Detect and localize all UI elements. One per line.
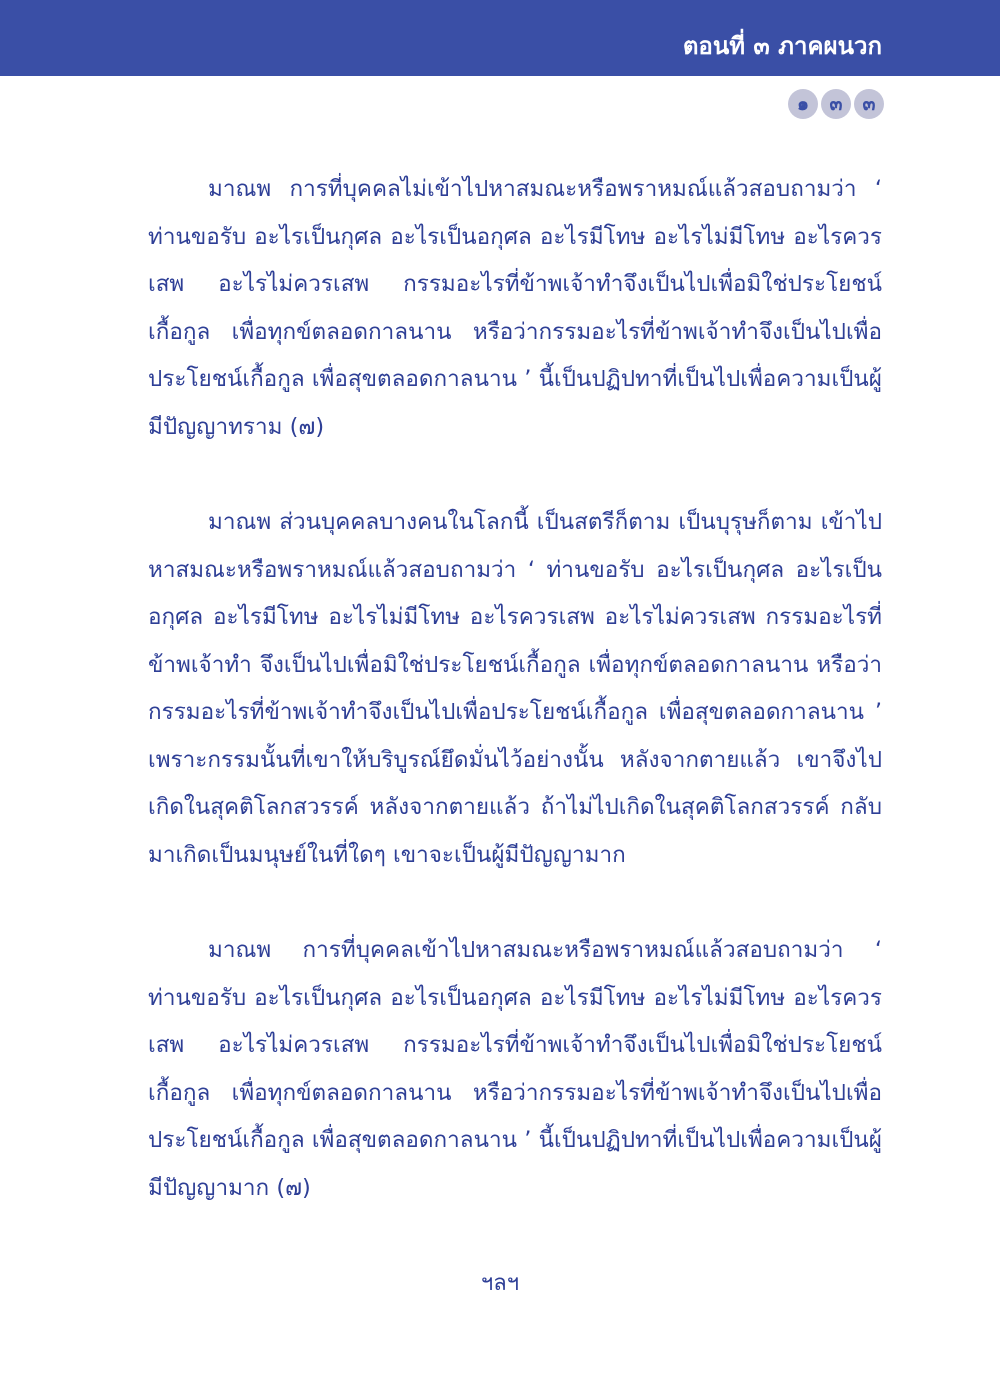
body-text bbox=[148, 166, 882, 1260]
ellipsis-marker: ฯลฯ bbox=[480, 1271, 520, 1296]
page-number-digit: ๓ bbox=[854, 89, 884, 119]
chapter-title: ตอนที่ ๓ ภาคผนวก bbox=[682, 32, 882, 60]
paragraph-3: มาณพ การที่บุคคลเข้าไปหาสมณะหรือพราหมณ์แล้วสอบถามว่า ‘ ท่านขอรับ อะไรเป็นกุศล อะไรเป็นอกุศล อะไรมีโทษ อะไรไม่มีโทษ อะไรควรเสพ อะไรไม่ควรเสพ กรรมอะไรที่ข้าพเจ้าทำจึงเป็นไปเพื่อมิใช่ประโยชน์เกื้อกูล เพื่อทุกข์ตลอดกาลนาน หรือว่ากรรมอะไรที่ข้าพเจ้าทำจึงเป็นไปเพื่อประโยชน์เกื้อกูล เพื่อสุขตลอดกาลนาน ’ นี้เป็นปฏิปทาที่เป็นไปเพื่อความเป็นผู้มีปัญญามาก (๗) bbox=[148, 937, 882, 1201]
page-number-digit: ๓ bbox=[821, 89, 851, 119]
paragraph-1: มาณพ การที่บุคคลไม่เข้าไปหาสมณะหรือพราหมณ์แล้วสอบถามว่า ‘ ท่านขอรับ อะไรเป็นกุศล อะไรเป็นอกุศล อะไรมีโทษ อะไรไม่มีโทษ อะไรควรเสพ อะไรไม่ควรเสพ กรรมอะไรที่ข้าพเจ้าทำจึงเป็นไปเพื่อมิใช่ประโยชน์เกื้อกูล เพื่อทุกข์ตลอดกาลนาน หรือว่ากรรมอะไรที่ข้าพเจ้าทำจึงเป็นไปเพื่อประโยชน์เกื้อกูล เพื่อสุขตลอดกาลนาน ’ นี้เป็นปฏิปทาที่เป็นไปเพื่อความเป็นผู้มีปัญญาทราม (๗) bbox=[148, 176, 882, 440]
page-number bbox=[788, 89, 884, 119]
paragraph-2: มาณพ ส่วนบุคคลบางคนในโลกนี้ เป็นสตรีก็ตาม เป็นบุรุษก็ตาม เข้าไปหาสมณะหรือพราหมณ์แล้วสอบถามว่า ‘ ท่านขอรับ อะไรเป็นกุศล อะไรเป็นอกุศล อะไรมีโทษ อะไรไม่มีโทษ อะไรควรเสพ อะไรไม่ควรเสพ กรรมอะไรที่ข้าพเจ้าทำ จึงเป็นไปเพื่อมิใช่ประโยชน์เกื้อกูล เพื่อทุกข์ตลอดกาลนาน หรือว่ากรรมอะไรที่ข้าพเจ้าทำจึงเป็นไปเพื่อประโยชน์เกื้อกูล เพื่อสุขตลอดกาลนาน ’ เพราะกรรมนั้นที่เขาให้บริบูรณ์ยึดมั่นไว้อย่างนั้น หลังจากตายแล้ว เขาจึงไปเกิดในสุคติโลกสวรรค์ หลังจากตายแล้ว ถ้าไม่ไปเกิดในสุคติโลกสวรรค์ กลับมาเกิดเป็นมนุษย์ในที่ใดๆ เขาจะเป็นผู้มีปัญญามาก bbox=[148, 509, 882, 868]
page-number-digit: ๑ bbox=[788, 89, 818, 119]
